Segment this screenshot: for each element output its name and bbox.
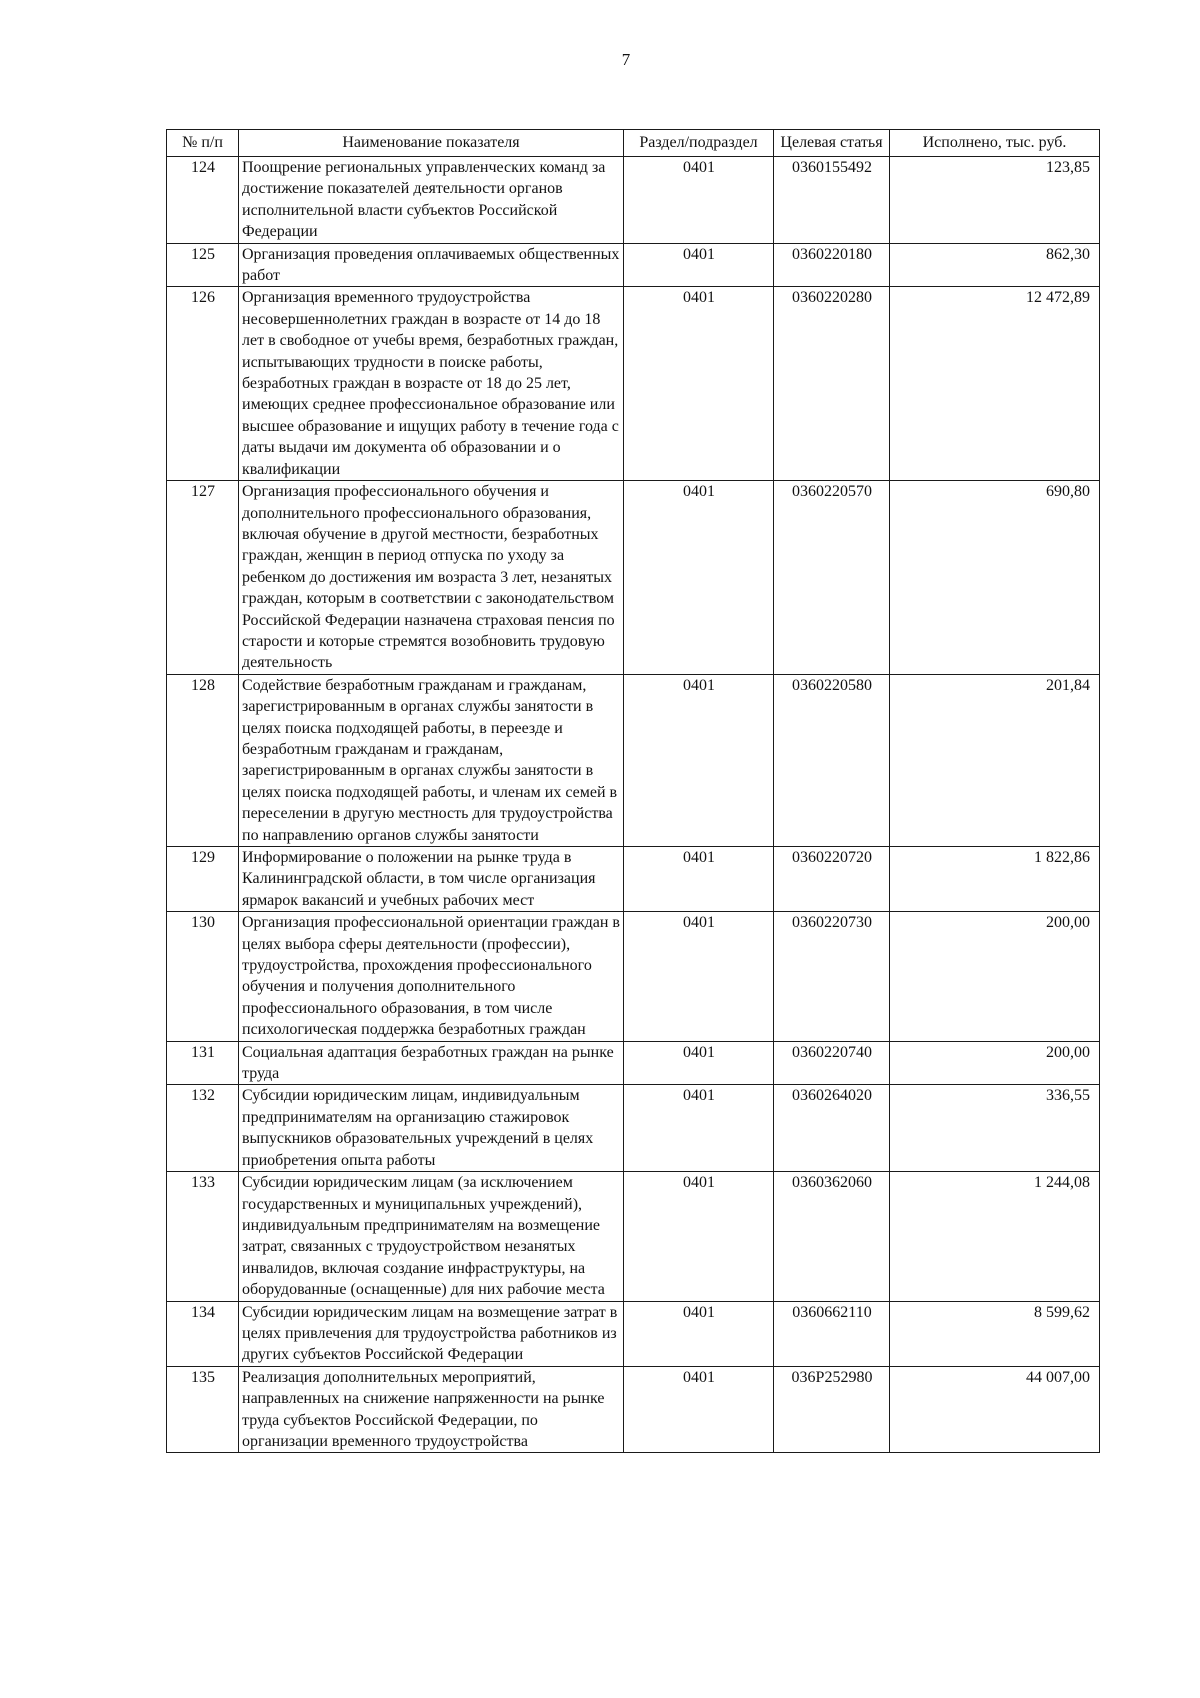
- row-article: 0360220580: [774, 674, 890, 846]
- row-num: 126: [167, 287, 239, 481]
- row-name: Организация проведения оплачиваемых общественных работ: [239, 243, 624, 287]
- row-section: 0401: [624, 1172, 774, 1301]
- table-row: [167, 1172, 1100, 1301]
- header-section: Раздел/подраздел: [624, 130, 774, 157]
- row-section: 0401: [624, 243, 774, 287]
- row-num: 127: [167, 481, 239, 675]
- header-num: № п/п: [167, 130, 239, 157]
- row-section: 0401: [624, 1366, 774, 1453]
- row-section: 0401: [624, 1085, 774, 1172]
- row-name: Субсидии юридическим лицам на возмещение затрат в целях привлечения для трудоустройства работников из других субъектов Российской Федерации: [239, 1301, 624, 1366]
- row-section: 0401: [624, 1041, 774, 1085]
- row-name: Поощрение региональных управленческих команд за достижение показателей деятельности органов исполнительной власти субъектов Российской Федерации: [239, 157, 624, 244]
- row-name: Содействие безработным гражданам и гражданам, зарегистрированным в органах службы занятости в целях поиска подходящей работы, в переезде и безработным гражданам и гражданам, зарегистрированным в органах службы занятости в целях поиска подходящей работы, и членам их семей в переселении в другую местность для трудоустройства по направлению органов службы занятости: [239, 674, 624, 846]
- row-num: 130: [167, 912, 239, 1041]
- table-row: [167, 847, 1100, 912]
- row-executed: 690,80: [890, 481, 1100, 675]
- row-section: 0401: [624, 287, 774, 481]
- row-executed: 123,85: [890, 157, 1100, 244]
- table-header-row: [167, 130, 1100, 157]
- row-article: 0360220280: [774, 287, 890, 481]
- row-executed: 201,84: [890, 674, 1100, 846]
- row-article: 0360220740: [774, 1041, 890, 1085]
- table-row: [167, 674, 1100, 846]
- row-num: 128: [167, 674, 239, 846]
- row-article: 0360362060: [774, 1172, 890, 1301]
- row-section: 0401: [624, 912, 774, 1041]
- row-executed: 862,30: [890, 243, 1100, 287]
- row-num: 125: [167, 243, 239, 287]
- header-article: Целевая статья: [774, 130, 890, 157]
- table-row: [167, 1366, 1100, 1453]
- row-section: 0401: [624, 481, 774, 675]
- row-name: Реализация дополнительных мероприятий, направленных на снижение напряженности на рынке труда субъектов Российской Федерации, по организации временного трудоустройства: [239, 1366, 624, 1453]
- table-row: [167, 1041, 1100, 1085]
- row-num: 132: [167, 1085, 239, 1172]
- row-article: 036Р252980: [774, 1366, 890, 1453]
- row-article: 0360264020: [774, 1085, 890, 1172]
- table-row: [167, 157, 1100, 244]
- row-num: 124: [167, 157, 239, 244]
- row-name: Субсидии юридическим лицам, индивидуальным предпринимателям на организацию стажировок выпускников образовательных учреждений в целях приобретения опыта работы: [239, 1085, 624, 1172]
- row-name: Социальная адаптация безработных граждан на рынке труда: [239, 1041, 624, 1085]
- row-executed: 44 007,00: [890, 1366, 1100, 1453]
- row-name: Субсидии юридическим лицам (за исключением государственных и муниципальных учреждений), индивидуальным предпринимателям на возмещение затрат, связанных с трудоустройством незанятых инвалидов, включая создание инфраструктуры, на оборудованные (оснащенные) для них рабочие места: [239, 1172, 624, 1301]
- row-article: 0360220180: [774, 243, 890, 287]
- row-num: 131: [167, 1041, 239, 1085]
- row-article: 0360662110: [774, 1301, 890, 1366]
- row-executed: 1 244,08: [890, 1172, 1100, 1301]
- row-name: Организация профессионального обучения и дополнительного профессионального образования, включая обучение в другой местности, безработных граждан, женщин в период отпуска по уходу за ребенком до достижения им возраста 3 лет, незанятых граждан, которым в соответствии с законодательством Российской Федерации назначена страховая пенсия по старости и которые стремятся возобновить трудовую деятельность: [239, 481, 624, 675]
- row-executed: 8 599,62: [890, 1301, 1100, 1366]
- table-row: [167, 287, 1100, 481]
- table-row: [167, 1301, 1100, 1366]
- expenditure-table: [166, 129, 1100, 1453]
- table-row: [167, 481, 1100, 675]
- row-section: 0401: [624, 847, 774, 912]
- header-executed: Исполнено, тыс. руб.: [890, 130, 1100, 157]
- row-num: 135: [167, 1366, 239, 1453]
- row-article: 0360220570: [774, 481, 890, 675]
- table-row: [167, 912, 1100, 1041]
- header-name: Наименование показателя: [239, 130, 624, 157]
- row-executed: 12 472,89: [890, 287, 1100, 481]
- row-num: 134: [167, 1301, 239, 1366]
- row-section: 0401: [624, 1301, 774, 1366]
- row-name: Информирование о положении на рынке труда в Калининградской области, в том числе организация ярмарок вакансий и учебных рабочих мест: [239, 847, 624, 912]
- row-section: 0401: [624, 674, 774, 846]
- table-row: [167, 243, 1100, 287]
- row-name: Организация временного трудоустройства несовершеннолетних граждан в возрасте от 14 до 18 лет в свободное от учебы время, безработных граждан, испытывающих трудности в поиске работы, безработных граждан в возрасте от 18 до 25 лет, имеющих среднее профессиональное образование или высшее образование и ищущих работу в течение года с даты выдачи им документа об образовании и о квалификации: [239, 287, 624, 481]
- page-number: 7: [621, 50, 631, 69]
- row-num: 133: [167, 1172, 239, 1301]
- row-executed: 200,00: [890, 1041, 1100, 1085]
- row-article: 0360220720: [774, 847, 890, 912]
- row-section: 0401: [624, 157, 774, 244]
- table-row: [167, 1085, 1100, 1172]
- row-executed: 200,00: [890, 912, 1100, 1041]
- row-article: 0360155492: [774, 157, 890, 244]
- row-name: Организация профессиональной ориентации граждан в целях выбора сферы деятельности (профессии), трудоустройства, прохождения профессионального обучения и получения дополнительного профессионального образования, в том числе психологическая поддержка безработных граждан: [239, 912, 624, 1041]
- row-num: 129: [167, 847, 239, 912]
- row-executed: 1 822,86: [890, 847, 1100, 912]
- row-executed: 336,55: [890, 1085, 1100, 1172]
- row-article: 0360220730: [774, 912, 890, 1041]
